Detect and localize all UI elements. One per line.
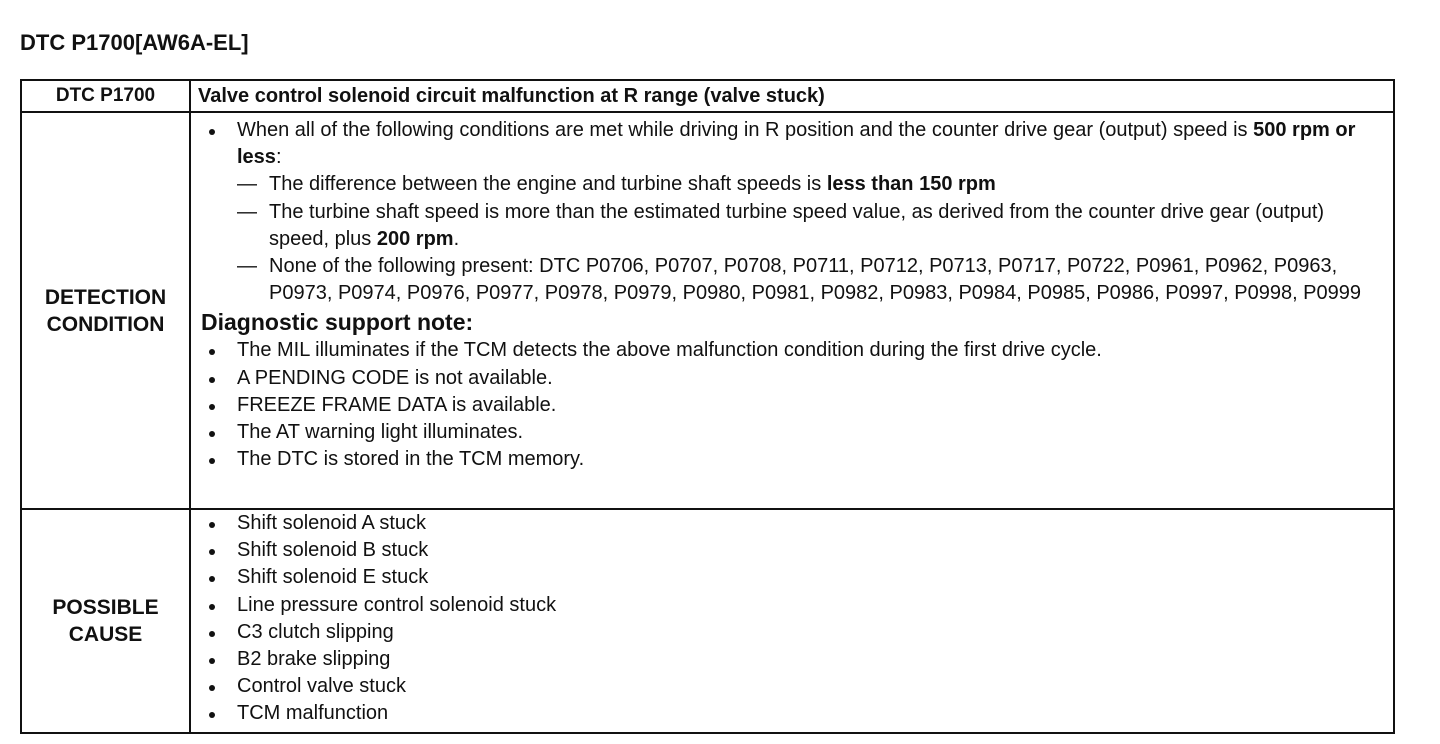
table-header-row [21,80,1394,112]
condition-intro-end: : [275,146,282,169]
condition-intro-text: When all of the following conditions are met while driving in R position and the counter drive gear (output) speed is [237,119,1248,141]
sub-condition-2-end: . [453,227,460,250]
document-title: DTC P1700[AW6A-EL] [20,30,249,55]
possible-cause-label-line2: CAUSE [68,623,143,646]
dash-mark: — [237,255,257,278]
possible-cause-label [21,509,190,733]
diagnostic-support-note-heading: Diagnostic support note: [201,309,474,336]
sub-condition-1 [201,171,1381,198]
sub-condition-3 [201,253,1381,307]
note-item: The DTC is stored in the TCM memory. [201,446,1381,473]
possible-cause-row [21,509,1394,733]
note-item: The MIL illuminates if the TCM detects the above malfunction condition during the first drive cycle. [201,337,1381,364]
condition-intro-item [201,117,1381,171]
note-item: The AT warning light illuminates. [201,419,1381,446]
detection-condition-label [21,112,190,509]
note-item: A PENDING CODE is not available. [201,365,1381,392]
cause-item: Shift solenoid B stuck [201,537,1381,564]
detection-label-line1: DETECTION [44,285,167,309]
possible-cause-content [190,509,1394,733]
cause-item: B2 brake slipping [201,646,1381,673]
sub-condition-2-value: 200 rpm [376,227,454,250]
dtc-description-cell: Valve control solenoid circuit malfunction at R range (valve stuck) [190,80,1394,112]
dash-mark: — [237,173,257,196]
cause-item: Shift solenoid A stuck [201,510,1381,537]
dtc-table [20,79,1395,734]
detection-condition-row [21,112,1394,509]
sub-condition-1-text: The difference between the engine and turbine shaft speeds is [269,173,822,196]
cause-item: Control valve stuck [201,673,1381,700]
sub-condition-1-value: less than 150 rpm [826,173,996,196]
condition-intro-value: 500 rpm or less [237,119,1356,169]
detection-label-line2: CONDITION [46,312,165,336]
sub-condition-2 [201,199,1381,253]
cause-item: Line pressure control solenoid stuck [201,592,1381,619]
cause-item: Shift solenoid E stuck [201,564,1381,591]
cause-item: C3 clutch slipping [201,619,1381,646]
sub-condition-3-text: None of the following present: DTC P0706, P0707, P0708, P0711, P0712, P0713, P0717, P0722, P0961, P0962, P0963, P0973, P0974, P0976, P0977, P0978, P0979, P0980, P0981, P0982, P0983, P0984, P0985, P0986, P0997, P0998, P0999 [269,255,1362,305]
note-item: FREEZE FRAME DATA is available. [201,392,1381,419]
dash-mark: — [237,200,257,223]
detection-condition-content [190,112,1394,509]
possible-cause-label-line1: POSSIBLE [52,596,159,619]
dtc-code-cell: DTC P1700 [21,80,190,112]
cause-item: TCM malfunction [201,700,1381,727]
sub-condition-2-text: The turbine shaft speed is more than the estimated turbine speed value, as derived from the counter drive gear (output) speed, plus [269,200,1325,250]
